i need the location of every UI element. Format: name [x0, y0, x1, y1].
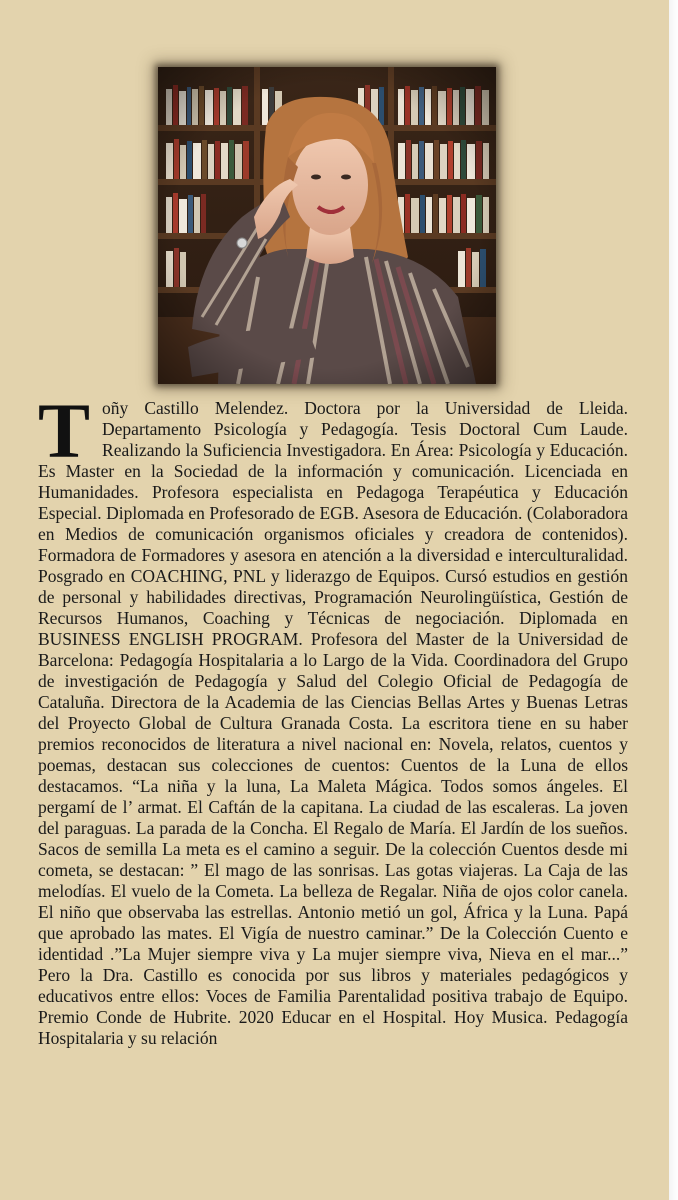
- author-portrait-icon: [158, 67, 496, 384]
- author-photo: [158, 67, 496, 384]
- drop-cap: T: [38, 387, 91, 474]
- biography-paragraph: [38, 387, 628, 1049]
- page-edge: [669, 0, 678, 1200]
- biography-text: oñy Castillo Melendez. Doctora por la Universidad de Lleida. Departamento Psicología y Pedagogía. Tesis Doctoral Cum Laude. Realizando la Suficiencia Investigadora. En Área: Psicología y Educación. Es Master en la Sociedad de la información y comunicación. Licenciada en Humanidades. Profesora especialista en Pedagoga Terapéutica y Educación Especial. Diplomada en Profesorado de EGB. Asesora de Educación. (Colaboradora en Medios de comunicación organismos oficiales y creadora de contenidos). Formadora de Formadores y asesora en atención a la diversidad e interculturalidad. Posgrado en COACHING, PNL y liderazgo de Equipos. Cursó estudios en gestión de personal y habilidades directivas, Programación Neurolingüística, Gestión de Recursos Humanos, Coaching y Técnicas de negociación. Diplomada en BUSINESS ENGLISH PROGRAM. Profesora del Master de la Universidad de Barcelona: Pedagogía Hospitalaria a lo Largo de la Vida. Coordinadora del Grupo de investigación de Pedagogía y Salud del Colegio Oficial de Pedagogía de Cataluña. Directora de la Academia de las Ciencias Bellas Artes y Buenas Letras del Proyecto Global de Cultura Granada Costa. La escritora tiene en su haber premios reconocidos de literatura a nivel nacional en: Novela, relatos, cuentos y poemas, destacan sus colecciones de cuentos: Cuentos de la Luna de ellos destacamos. “La niña y la luna, La Maleta Mágica. Todos somos ángeles. El pergamí de l’ armat. El Caftán de la capitana. La ciudad de las escaleras. La joven del paraguas. La parada de la Concha. El Regalo de María. El Jardín de los sueños. Sacos de semilla La meta es el camino a seguir. De la colección Cuentos desde mi cometa, se destacan: ” El mago de las sonrisas. Las gotas viajeras. La Caja de las melodías. El vuelo de la Cometa. La belleza de Regalar. Niña de ojos color canela. El niño que observaba las estrellas. Antonio metió un gol, África y la Luna. Papá que aprobado las mates. El Vigía de nuestro caminar.” De la Colección Cuento e identidad .”La Mujer siempre viva y La mujer siempre viva, Nieva en el mar...” Pero la Dra. Castillo es conocida por sus libros y materiales pedagógicos y educativos entre ellos: Voces de Familia Parentalidad positiva trabajo de Equipo. Premio Conde de Hubrite. 2020 Educar en el Hospital. Hoy Musica. Pedagogía Hospitalaria y su relación: [38, 398, 628, 1048]
